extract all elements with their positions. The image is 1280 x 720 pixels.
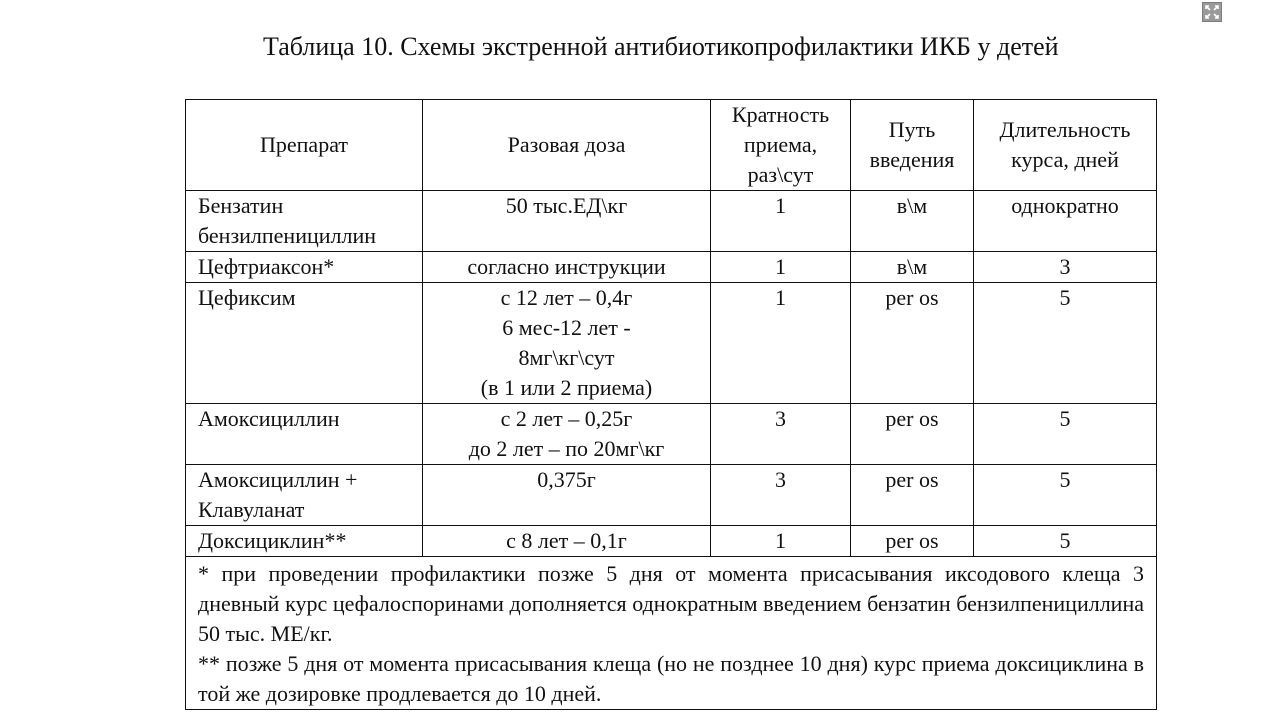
frequency-cell: 1: [711, 283, 851, 404]
dose-cell: с 2 лет – 0,25г до 2 лет – по 20мг\кг: [423, 404, 711, 465]
duration-cell: 5: [974, 404, 1157, 465]
drug-cell: Цефтриаксон*: [186, 252, 423, 283]
route-cell: per os: [851, 283, 974, 404]
drug-cell: Цефиксим: [186, 283, 423, 404]
dose-cell: согласно инструкции: [423, 252, 711, 283]
expand-button[interactable]: [1202, 2, 1222, 22]
drug-cell: Амоксициллин: [186, 404, 423, 465]
header-route: Путь введения: [851, 100, 974, 191]
dose-cell: 50 тыс.ЕД\кг: [423, 191, 711, 252]
prophylaxis-table: [185, 99, 1157, 710]
drug-cell: Бензатин бензилпенициллин: [186, 191, 423, 252]
expand-icon: [1203, 3, 1221, 21]
dose-cell: с 8 лет – 0,1г: [423, 526, 711, 557]
route-cell: в\м: [851, 252, 974, 283]
frequency-cell: 3: [711, 465, 851, 526]
route-cell: в\м: [851, 191, 974, 252]
drug-cell: Амоксициллин + Клавуланат: [186, 465, 423, 526]
route-cell: per os: [851, 526, 974, 557]
route-cell: per os: [851, 404, 974, 465]
frequency-cell: 1: [711, 526, 851, 557]
table-row: [186, 191, 1157, 252]
drug-cell: Доксициклин**: [186, 526, 423, 557]
dose-cell: с 12 лет – 0,4г 6 мес-12 лет - 8мг\кг\сут (в 1 или 2 приема): [423, 283, 711, 404]
table-row: [186, 465, 1157, 526]
header-duration: Длительность курса, дней: [974, 100, 1157, 191]
footnotes-cell: [186, 557, 1157, 710]
route-cell: per os: [851, 465, 974, 526]
table-row: [186, 404, 1157, 465]
table-row: [186, 526, 1157, 557]
table-header-row: [186, 100, 1157, 191]
frequency-cell: 3: [711, 404, 851, 465]
table-footnotes-row: [186, 557, 1157, 710]
footnote-single-star: * при проведении профилактики позже 5 дня от момента присасывания иксодового клеща 3 дневный курс цефалоспоринами дополняется однократным введением бензатин бензилпенициллина 50 тыс. МЕ/кг.: [198, 561, 1144, 646]
duration-cell: 5: [974, 465, 1157, 526]
dose-cell: 0,375г: [423, 465, 711, 526]
frequency-cell: 1: [711, 191, 851, 252]
duration-cell: 3: [974, 252, 1157, 283]
table-row: [186, 252, 1157, 283]
header-frequency: Кратность приема, раз\сут: [711, 100, 851, 191]
duration-cell: однократно: [974, 191, 1157, 252]
table-caption: Таблица 10. Схемы экстренной антибиотикопрофилактики ИКБ у детей: [263, 32, 1059, 61]
footnote-double-star: ** позже 5 дня от момента присасывания клеща (но не позднее 10 дня) курс приема доксициклина в той же дозировке продлевается до 10 дней.: [198, 651, 1144, 706]
table-row: [186, 283, 1157, 404]
header-drug: Препарат: [186, 100, 423, 191]
frequency-cell: 1: [711, 252, 851, 283]
duration-cell: 5: [974, 526, 1157, 557]
header-dose: Разовая доза: [423, 100, 711, 191]
duration-cell: 5: [974, 283, 1157, 404]
